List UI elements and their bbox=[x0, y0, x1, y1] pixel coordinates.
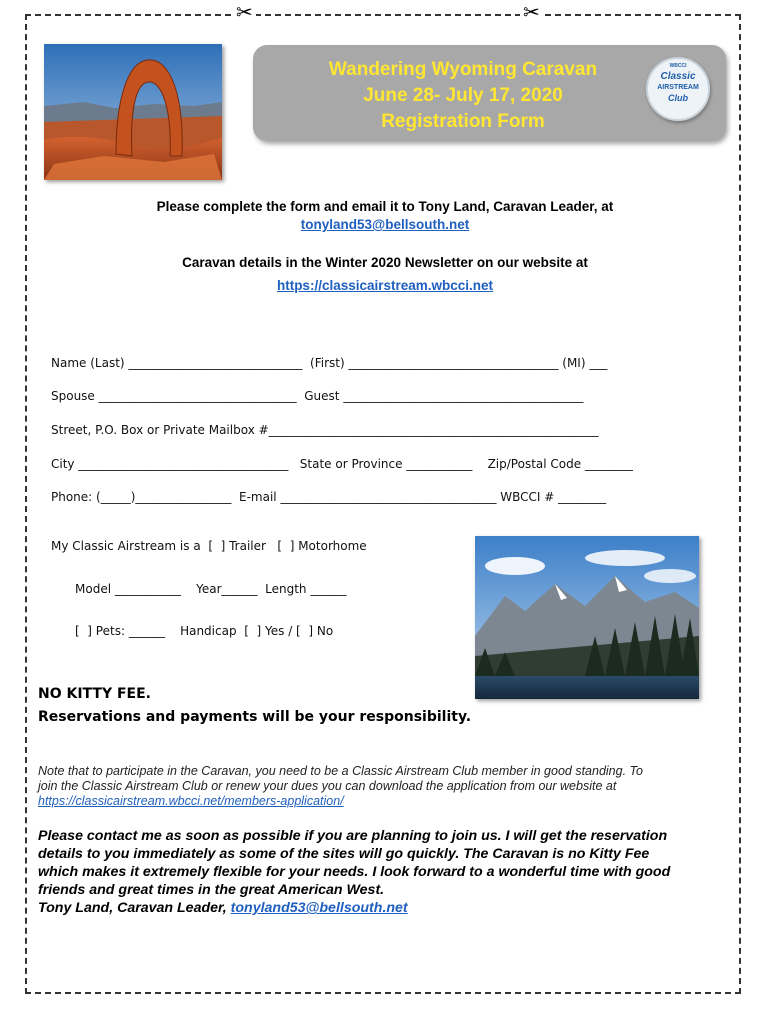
mountain-lake-photo bbox=[475, 536, 699, 699]
model-year-length-field[interactable]: Model ___________ Year______ Length ______ bbox=[75, 582, 347, 596]
airstream-type-field[interactable]: My Classic Airstream is a [ ] Trailer [ ] Motorhome bbox=[51, 539, 367, 553]
intro-instructions: Please complete the form and email it to Tony Land, Caravan Leader, at bbox=[156, 199, 614, 214]
closing-line-2: details to you immediately as some of the sites will go quickly. The Caravan is no Kitty Fee bbox=[38, 846, 650, 862]
signature-email-link[interactable]: tonyland53@bellsouth.net bbox=[230, 900, 408, 916]
logo-top-text: WBCCI bbox=[669, 63, 687, 69]
reservations-note: Reservations and payments will be your responsibility. bbox=[38, 709, 472, 725]
membership-line-1: Note that to participate in the Caravan, you need to be a Classic Airstream Club member in good standing. To bbox=[38, 764, 643, 778]
logo-airstream-text: AIRSTREAM bbox=[657, 84, 699, 91]
no-kitty-fee-note: NO KITTY FEE. bbox=[38, 686, 151, 702]
signature-line bbox=[38, 899, 730, 917]
leader-email-link[interactable]: tonyland53@bellsouth.net bbox=[300, 217, 470, 232]
spouse-guest-field[interactable]: Spouse _________________________________ Guest ________________________________________ bbox=[51, 389, 584, 403]
title-banner bbox=[253, 45, 726, 141]
intro-email-row bbox=[40, 217, 730, 232]
closing-line-1: Please contact me as soon as possible if you are planning to join us. I will get the reservation bbox=[38, 828, 668, 844]
logo-classic-text: Classic bbox=[660, 71, 696, 82]
title-line-registration: Registration Form bbox=[381, 111, 545, 132]
city-state-zip-field[interactable]: City ___________________________________ State or Province ___________ Zip/Postal Code ________ bbox=[51, 457, 633, 471]
phone-email-wbcci-field[interactable]: Phone: (_____)________________ E-mail ____________________________________ WBCCI # ________ bbox=[51, 490, 607, 504]
signature-text: Tony Land, Caravan Leader, bbox=[38, 900, 227, 916]
membership-note bbox=[38, 764, 730, 809]
membership-line-2: join the Classic Airstream Club or renew your dues you can download the application from our website at bbox=[38, 779, 617, 793]
scissors-icon: ✂ bbox=[233, 2, 256, 22]
form-title bbox=[273, 57, 653, 135]
intro-website-row bbox=[40, 278, 730, 293]
street-field[interactable]: Street, P.O. Box or Private Mailbox #_______________________________________________________ bbox=[51, 423, 599, 437]
classic-airstream-club-logo bbox=[646, 57, 710, 121]
website-link[interactable]: https://classicairstream.wbcci.net bbox=[276, 278, 494, 293]
membership-application-link[interactable]: https://classicairstream.wbcci.net/members-application/ bbox=[38, 794, 344, 808]
scissors-icon: ✂ bbox=[520, 2, 543, 22]
closing-line-4: friends and great times in the great American West. bbox=[38, 882, 385, 898]
title-line-dates: June 28- July 17, 2020 bbox=[363, 85, 563, 106]
pets-handicap-field[interactable]: [ ] Pets: ______ Handicap [ ] Yes / [ ] No bbox=[75, 624, 334, 638]
name-field[interactable]: Name (Last) _____________________________ (First) ___________________________________ (MI) ___ bbox=[51, 356, 608, 370]
delicate-arch-photo bbox=[44, 44, 222, 180]
intro-newsletter: Caravan details in the Winter 2020 Newsletter on our website at bbox=[182, 255, 588, 270]
title-line-caravan: Wandering Wyoming Caravan bbox=[328, 59, 598, 80]
closing-paragraph bbox=[38, 827, 730, 917]
closing-line-3: which makes it extremely flexible for your needs. I look forward to a wonderful time with good bbox=[38, 864, 671, 880]
logo-club-text: Club bbox=[668, 93, 688, 103]
